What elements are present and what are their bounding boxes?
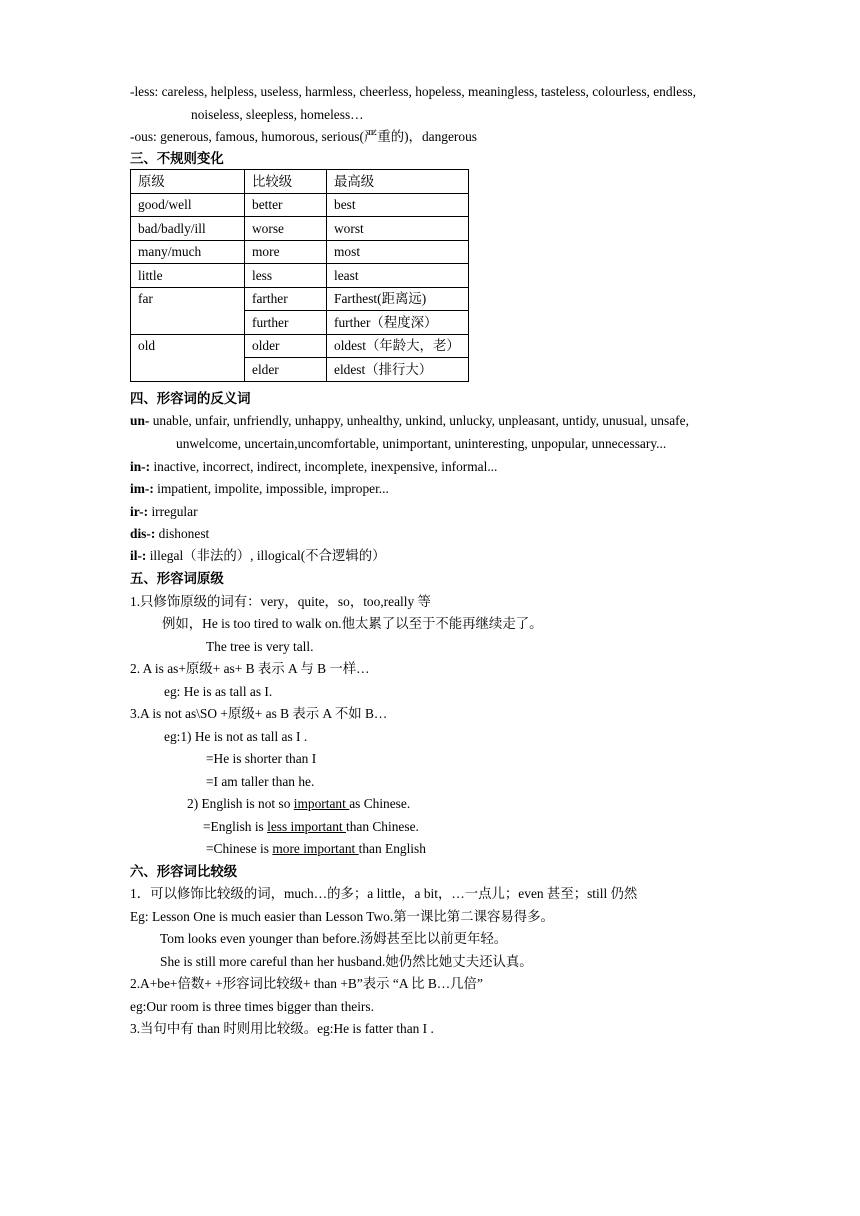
example-line: =He is shorter than I xyxy=(206,751,317,766)
table-row xyxy=(131,287,469,311)
section-6-heading: 六、形容词比较级 xyxy=(130,864,238,879)
table-cell-far: far xyxy=(131,287,245,334)
table-cell: good/well xyxy=(131,193,245,217)
example-line: She is still more careful than her husband.她仍然比她丈夫还认真。 xyxy=(160,954,533,969)
section-5-heading: 五、形容词原级 xyxy=(130,571,224,586)
example-text: than English xyxy=(358,841,426,856)
table-header-cell: 比较级 xyxy=(245,170,327,194)
prefix-im-line xyxy=(130,482,389,495)
prefix-in-line xyxy=(130,460,497,473)
prefix-text: inactive, incorrect, indirect, incomplete, inexpensive, informal... xyxy=(150,459,498,474)
prefix-text: irregular xyxy=(148,504,198,519)
table-cell: oldest（年龄大，老） xyxy=(327,334,469,358)
section-3-heading: 三、不规则变化 xyxy=(130,151,224,166)
rule-2: 2. A is as+原级+ as+ B 表示 A 与 B 一样… xyxy=(130,661,370,676)
prefix-label: dis-: xyxy=(130,526,156,541)
rule-1: 1．可以修饰比较级的词，much…的多；a little，a bit，…一点儿；even 甚至；still 仍然 xyxy=(130,886,638,901)
table-cell: farther xyxy=(245,287,327,311)
example-line: eg:Our room is three times bigger than theirs. xyxy=(130,999,374,1014)
example-text: =English is xyxy=(203,819,268,834)
table-cell: better xyxy=(245,193,327,217)
underlined-word: important xyxy=(293,796,350,811)
prefix-ir-line xyxy=(130,505,198,518)
table-row xyxy=(131,264,469,288)
example-line: eg:1) He is not as tall as I . xyxy=(164,729,308,744)
example-text: 2) English is not so xyxy=(187,796,294,811)
table-cell: worst xyxy=(327,217,469,241)
suffix-ous-line: -ous: generous, famous, humorous, serious(严重的)，dangerous xyxy=(130,129,477,144)
example-line: Tom looks even younger than before.汤姆甚至比以前更年轻。 xyxy=(160,931,508,946)
prefix-label: im-: xyxy=(130,481,154,496)
table-row xyxy=(131,217,469,241)
table-cell: Farthest(距离远) xyxy=(327,287,469,311)
table-cell: further xyxy=(245,311,327,335)
rule-2: 2.A+be+倍数+ +形容词比较级+ than +B”表示 “A 比 B…几倍” xyxy=(130,976,483,991)
irregular-forms-table xyxy=(130,169,469,382)
suffix-less-line-1: -less: careless, helpless, useless, harmless, cheerless, hopeless, meaningless, tasteless, colourless, endless, xyxy=(130,84,696,99)
table-row xyxy=(131,193,469,217)
table-cell: further（程度深） xyxy=(327,311,469,335)
example-text: as Chinese. xyxy=(349,796,411,811)
table-cell: best xyxy=(327,193,469,217)
table-row xyxy=(131,240,469,264)
table-cell: many/much xyxy=(131,240,245,264)
example-line: eg: He is as tall as I. xyxy=(164,684,273,699)
table-cell: most xyxy=(327,240,469,264)
prefix-label: il-: xyxy=(130,548,147,563)
example-line: Eg: Lesson One is much easier than Lesson Two.第一课比第二课容易得多。 xyxy=(130,909,554,924)
underlined-word: less important xyxy=(267,819,346,834)
table-cell: least xyxy=(327,264,469,288)
prefix-text: dishonest xyxy=(155,526,210,541)
rule-3: 3.A is not as\SO +原级+ as B 表示 A 不如 B… xyxy=(130,706,388,721)
example-line xyxy=(203,820,419,833)
underlined-word: more important xyxy=(272,841,359,856)
prefix-un-line-1 xyxy=(130,414,689,427)
table-cell: older xyxy=(245,334,327,358)
table-cell: more xyxy=(245,240,327,264)
example-text: =Chinese is xyxy=(206,841,273,856)
example-line xyxy=(206,842,426,855)
example-line: 例如，He is too tired to walk on.他太累了以至于不能再继续走了。 xyxy=(162,616,543,631)
prefix-il-line xyxy=(130,549,386,562)
prefix-text: unable, unfair, unfriendly, unhappy, unhealthy, unkind, unlucky, unpleasant, untidy, unusual, unsafe, xyxy=(149,413,689,428)
table-header-cell: 原级 xyxy=(131,170,245,194)
table-cell: elder xyxy=(245,358,327,382)
suffix-less-line-2: noiseless, sleepless, homeless… xyxy=(191,107,364,122)
table-cell: less xyxy=(245,264,327,288)
prefix-label: in-: xyxy=(130,459,151,474)
rule-3: 3.当句中有 than 时则用比较级。eg:He is fatter than I . xyxy=(130,1021,434,1036)
example-text: than Chinese. xyxy=(345,819,419,834)
table-cell: worse xyxy=(245,217,327,241)
prefix-label: un- xyxy=(130,413,150,428)
table-cell: eldest（排行大） xyxy=(327,358,469,382)
prefix-text: illegal（非法的）, illogical(不合逻辑的） xyxy=(146,548,386,563)
table-cell-old: old xyxy=(131,334,245,381)
section-4-heading: 四、形容词的反义词 xyxy=(130,391,251,406)
table-header-row xyxy=(131,170,469,194)
table-cell: bad/badly/ill xyxy=(131,217,245,241)
prefix-text: impatient, impolite, impossible, improper... xyxy=(153,481,389,496)
example-line: =I am taller than he. xyxy=(206,774,315,789)
table-header-cell: 最高级 xyxy=(327,170,469,194)
prefix-label: ir-: xyxy=(130,504,149,519)
prefix-dis-line xyxy=(130,527,209,540)
prefix-un-line-2: unwelcome, uncertain,uncomfortable, unimportant, uninteresting, unpopular, unnecessary... xyxy=(176,436,667,451)
table-cell: little xyxy=(131,264,245,288)
rule-1: 1.只修饰原级的词有：very，quite，so，too,really 等 xyxy=(130,594,431,609)
table-row xyxy=(131,334,469,358)
example-line: The tree is very tall. xyxy=(206,639,314,654)
example-line xyxy=(187,797,410,810)
